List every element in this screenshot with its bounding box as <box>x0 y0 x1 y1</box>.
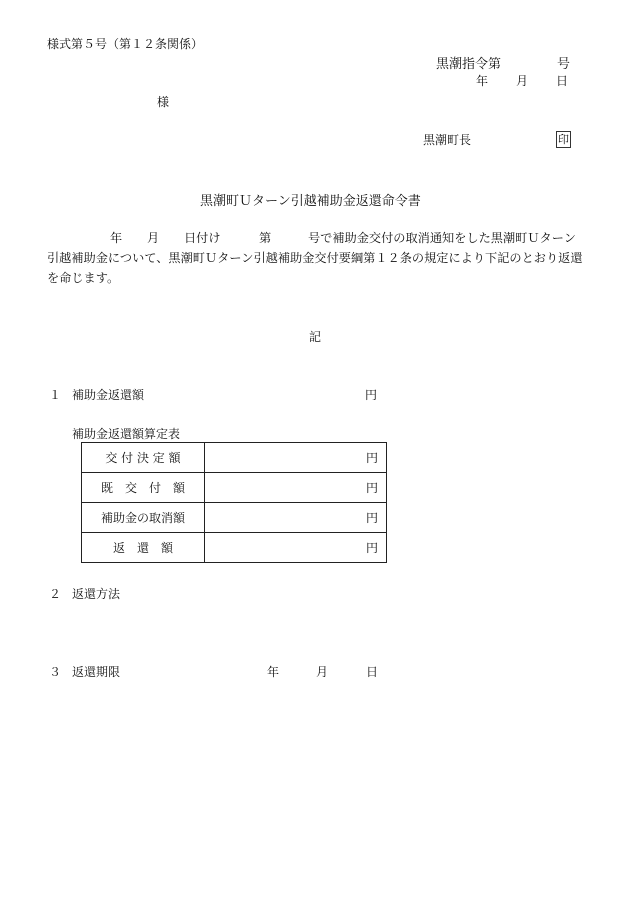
addressee-suffix: 様 <box>157 95 170 109</box>
row-value-decided-amount: 円 <box>205 443 387 473</box>
item3-day: 日 <box>366 665 379 679</box>
issuer-title: 黒潮町長 <box>423 133 472 147</box>
row-label-paid-amount: 既 交 付 額 <box>82 473 205 503</box>
item3-label: 返還期限 <box>72 665 121 679</box>
item2-label: 返還方法 <box>72 587 121 601</box>
refund-calculation-table <box>81 442 387 563</box>
table-caption: 補助金返還額算定表 <box>72 427 181 441</box>
row-label-cancelled-amount: 補助金の取消額 <box>82 503 205 533</box>
table-row <box>82 503 387 533</box>
item3-number: ３ <box>49 665 62 679</box>
row-label-decided-amount: 交 付 決 定 額 <box>82 443 205 473</box>
seal-mark: 印 <box>558 133 569 146</box>
item3-month: 月 <box>316 665 329 679</box>
item1-number: １ <box>49 388 62 402</box>
table-row <box>82 443 387 473</box>
body-line2: 引越補助金について、黒潮町Ｕターン引越補助金交付要綱第１２条の規定により下記のとおり返還 <box>47 251 583 265</box>
item1-label: 補助金返還額 <box>72 388 145 402</box>
item2-number: ２ <box>49 587 62 601</box>
body-month: 月 <box>147 231 160 245</box>
body-line1-rest: 号で補助金交付の取消通知をした黒潮町Ｕターン <box>308 231 576 245</box>
body-dai: 第 <box>259 231 272 245</box>
ki-heading: 記 <box>309 330 322 344</box>
document-number-suffix: 号 <box>557 57 571 72</box>
body-year: 年 <box>110 231 123 245</box>
row-label-refund-amount: 返 還 額 <box>82 533 205 563</box>
document-title: 黒潮町Ｕターン引越補助金返還命令書 <box>200 194 421 209</box>
row-value-paid-amount: 円 <box>205 473 387 503</box>
date-year: 年 <box>476 74 489 88</box>
form-number: 様式第５号（第１２条関係） <box>47 37 204 51</box>
row-value-cancelled-amount: 円 <box>205 503 387 533</box>
item1-unit: 円 <box>365 388 378 402</box>
document-number-prefix: 黒潮指令第 <box>436 57 502 72</box>
date-day: 日 <box>556 74 569 88</box>
date-month: 月 <box>516 74 529 88</box>
table-row <box>82 473 387 503</box>
item3-year: 年 <box>267 665 280 679</box>
body-line3: を命じます。 <box>47 271 120 285</box>
body-dated: 日付け <box>184 231 221 245</box>
table-row <box>82 533 387 563</box>
row-value-refund-amount: 円 <box>205 533 387 563</box>
